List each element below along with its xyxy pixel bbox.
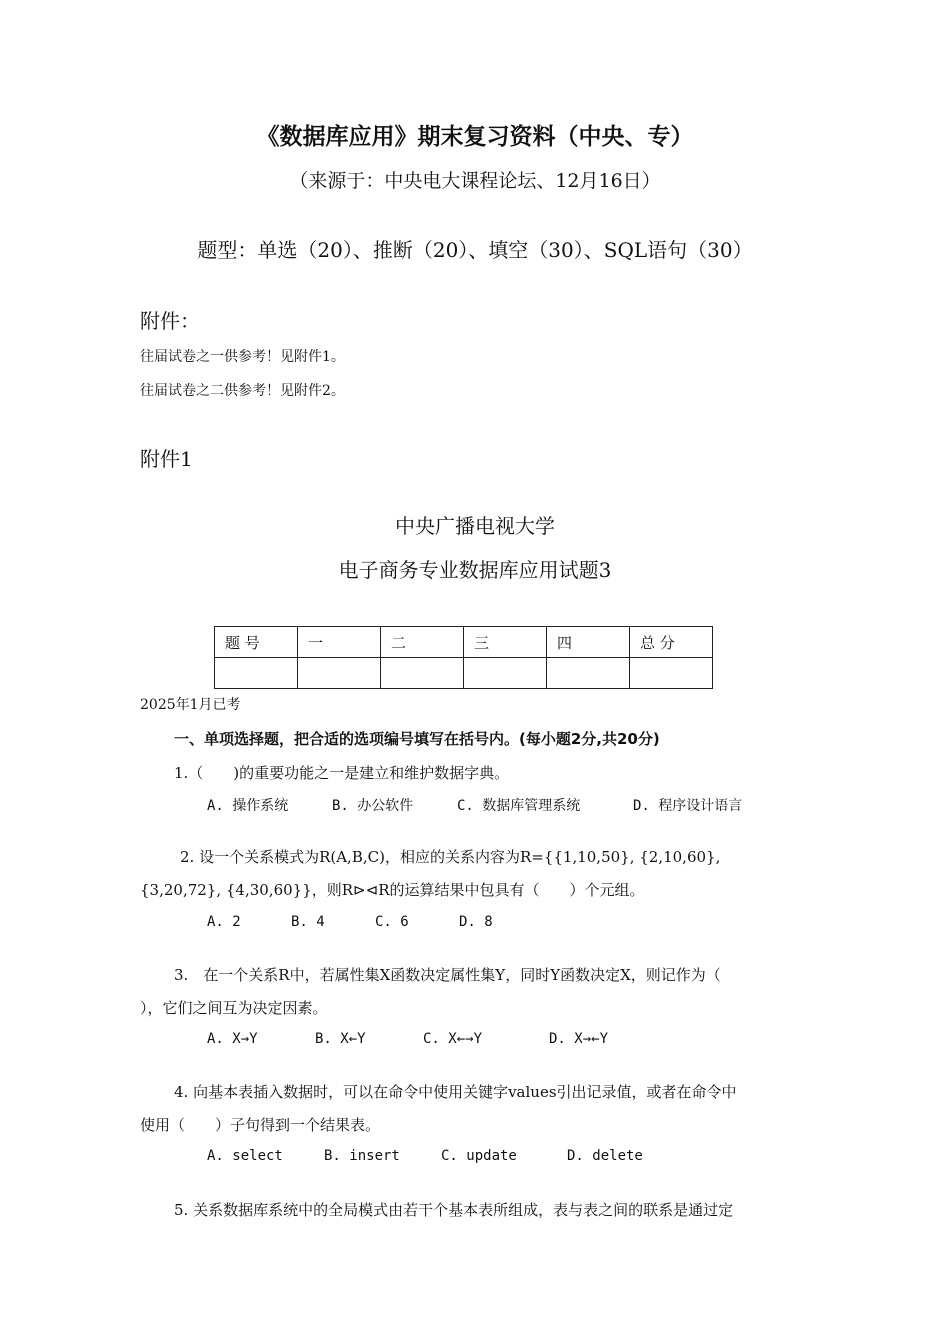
score-header-cell: 总 分 xyxy=(630,627,713,658)
option-d: D. delete xyxy=(567,1148,643,1164)
option-b: B. 办公软件 xyxy=(332,798,414,814)
question-2-text-cont: {3,20,72}, {4,30,60}}，则R⊳⊲R的运算结果中包具有（ ）个元组。 xyxy=(140,881,645,899)
score-value-cell xyxy=(215,658,298,689)
score-value-cell xyxy=(381,658,464,689)
option-b: B. insert xyxy=(324,1148,400,1164)
option-c: C. X←→Y xyxy=(423,1031,483,1047)
option-a: A. 操作系统 xyxy=(207,798,289,814)
score-table-header-row xyxy=(215,627,713,658)
score-header-cell: 二 xyxy=(381,627,464,658)
exam-date: 2025年1月已考 xyxy=(140,697,241,713)
question-4-options xyxy=(207,1148,643,1164)
score-table xyxy=(214,626,713,689)
option-c: C. 数据库管理系统 xyxy=(457,798,581,814)
option-d: D. X→←Y xyxy=(549,1031,609,1047)
option-c: C. 6 xyxy=(375,914,409,930)
question-1-options xyxy=(207,795,742,815)
score-header-cell: 一 xyxy=(298,627,381,658)
score-header-cell: 四 xyxy=(547,627,630,658)
question-4-text: 4. 向基本表插入数据时，可以在命令中使用关键字values引出记录值，或者在命令中 xyxy=(174,1083,737,1101)
option-a: A. select xyxy=(207,1148,283,1164)
question-5-text: 5. 关系数据库系统中的全局模式由若干个基本表所组成，表与表之间的联系是通过定 xyxy=(174,1201,734,1219)
question-4-text-cont: 使用（ ）子句得到一个结果表。 xyxy=(140,1116,381,1134)
attachment1-label: 附件1 xyxy=(140,447,193,471)
document-title: 《数据库应用》期末复习资料（中央、专） xyxy=(256,124,694,150)
score-value-cell xyxy=(298,658,381,689)
option-c: C. update xyxy=(441,1148,517,1164)
question-2-options xyxy=(207,914,493,930)
score-table-value-row xyxy=(215,658,713,689)
option-b: B. X←Y xyxy=(315,1031,366,1047)
question-2-text: 2. 设一个关系模式为R(A,B,C)，相应的关系内容为R={{1,10,50}, {2,10,60}, xyxy=(180,848,721,866)
question-3-text-cont: ），它们之间互为决定因素。 xyxy=(140,999,328,1017)
score-value-cell xyxy=(547,658,630,689)
option-d: D. 程序设计语言 xyxy=(633,798,743,814)
attachment-item: 往届试卷之一供参考！见附件1。 xyxy=(140,349,345,365)
question-1-text: 1.（ )的重要功能之一是建立和维护数据字典。 xyxy=(174,764,510,782)
attachments-heading: 附件： xyxy=(140,309,200,333)
university-name: 中央广播电视大学 xyxy=(395,514,555,538)
question-3-options xyxy=(207,1031,608,1047)
option-a: A. X→Y xyxy=(207,1031,258,1047)
score-header-cell: 三 xyxy=(464,627,547,658)
section-heading: 一、单项选择题，把合适的选项编号填写在括号内。(每小题2分,共20分) xyxy=(174,730,660,748)
question-3-text: 3. 在一个关系R中，若属性集X函数决定属性集Y，同时Y函数决定X，则记作为（ xyxy=(174,966,721,984)
score-value-cell xyxy=(630,658,713,689)
source-line: （来源于：中央电大课程论坛、12月16日） xyxy=(289,170,661,192)
attachment-item: 往届试卷之二供参考！见附件2。 xyxy=(140,383,345,399)
score-header-cell: 题 号 xyxy=(215,627,298,658)
option-b: B. 4 xyxy=(291,914,325,930)
exam-title: 电子商务专业数据库应用试题3 xyxy=(338,558,612,582)
question-types: 题型：单选（20）、推断（20）、填空（30）、SQL语句（30） xyxy=(197,238,753,262)
option-d: D. 8 xyxy=(459,914,493,930)
score-value-cell xyxy=(464,658,547,689)
option-a: A. 2 xyxy=(207,914,241,930)
